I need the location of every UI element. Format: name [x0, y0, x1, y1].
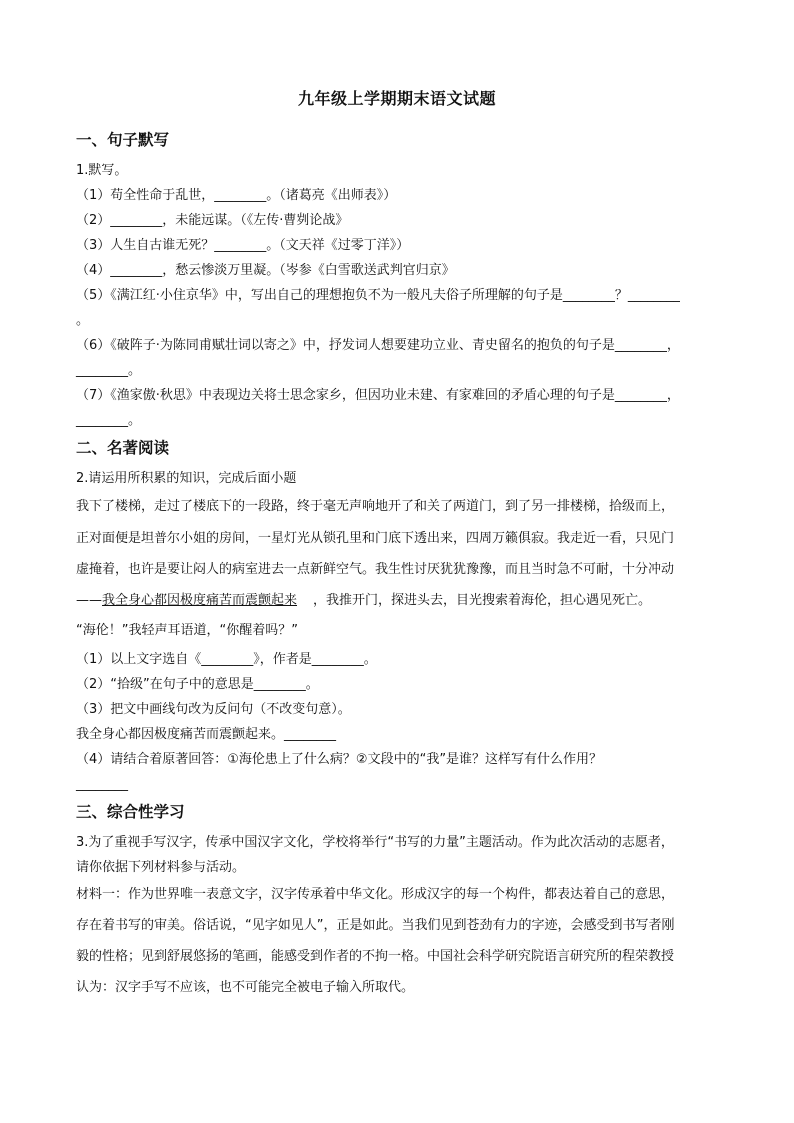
material-1-line-4: 认为：汉字手写不应该，也不可能完全被电子输入所取代。: [76, 980, 415, 995]
q2-item-1: （1）以上文字选自《________》，作者是________。: [76, 652, 377, 667]
dash: ——: [76, 593, 102, 608]
q2-item-2: （2）“拾级”在句子中的意思是________。: [76, 677, 319, 692]
q1-item-7-cont: ________。: [76, 413, 142, 428]
q1-item-6-cont: ________。: [76, 363, 142, 378]
q1-item-7: （7）《渔家傲·秋思》中表现边关将士思念家乡，但因功业未建、有家难回的矛盾心理的句子是________，: [76, 388, 680, 403]
q1-item-5: （5）《满江红·小住京华》中，写出自己的理想抱负不为一般凡夫俗子所理解的句子是________？________: [76, 288, 680, 303]
q2-item-3-sentence: 我全身心都因极度痛苦而震颤起来。________: [76, 727, 337, 742]
passage-line-2: 正对面便是坦普尔小姐的房间，一星灯光从锁孔里和门底下透出来，四周万籁俱寂。我走近一看，只见门: [76, 531, 675, 546]
material-1-line-3: 毅的性格；见到舒展悠扬的笔画，能感受到作者的不拘一格。中国社会科学研究院语言研究所的程荣教授: [76, 949, 675, 964]
section-heading-1: 一、句子默写: [76, 131, 170, 149]
passage-line-4: [76, 592, 651, 610]
section-heading-2: 二、名著阅读: [76, 439, 170, 457]
section-heading-3: 三、综合性学习: [76, 803, 185, 821]
material-1-line-2: 存在着书写的审美。俗话说，“见字如见人”，正是如此。当我们见到苍劲有力的字迹，会感受到书写者刚: [76, 918, 675, 933]
underlined-sentence: 我全身心都因极度痛苦而震颤起来: [102, 593, 298, 608]
q1-item-3: （3）人生自古谁无死？________。（文天祥《过零丁洋》）: [76, 238, 410, 253]
q2-item-3: （3）把文中画线句改为反问句（不改变句意）。: [76, 702, 351, 717]
question-1: 1.默写。: [76, 163, 128, 178]
passage-line-3: 虚掩着，也许是要让闷人的病室进去一点新鲜空气。我生性讨厌犹犹豫豫，而且当时急不可耐，十分冲动: [76, 562, 675, 577]
passage-line-5: “海伦！”我轻声耳语道，“你醒着吗？”: [76, 623, 298, 638]
passage-line-4-rest: ，我推开门，探进头去，目光搜索着海伦，担心遇见死亡。: [313, 593, 652, 608]
question-2: 2.请运用所积累的知识，完成后面小题: [76, 471, 297, 486]
question-3-line-1: 3.为了重视手写汉字，传承中国汉字文化，学校将举行“书写的力量”主题活动。作为此次活动的志愿者，: [76, 835, 674, 850]
q2-item-4-blank: ________: [76, 777, 128, 792]
q1-item-5-cont: 。: [76, 313, 90, 328]
q1-item-4: （4）________，愁云惨淡万里凝。（岑参《白雪歌送武判官归京》: [76, 263, 455, 278]
material-1-line-1: 材料一：作为世界唯一表意文字，汉字传承着中华文化。形成汉字的每一个构件，都表达着自己的意思，: [76, 887, 675, 902]
page-title: 九年级上学期期末语文试题: [297, 89, 496, 108]
q2-item-4: （4）请结合着原著回答：①海伦患上了什么病？②文段中的“我”是谁？这样写有什么作用？: [76, 752, 603, 767]
passage-line-1: 我下了楼梯，走过了楼底下的一段路，终于毫无声响地开了和关了两道门，到了另一排楼梯，拾级而上，: [76, 499, 675, 514]
q1-item-2: （2）________，未能远谋。（《左传·曹刿论战》: [76, 213, 349, 228]
q1-item-6: （6）《破阵子·为陈同甫赋壮词以寄之》中，抒发词人想要建功立业、青史留名的抱负的句子是________，: [76, 338, 680, 353]
question-3-line-2: 请你依据下列材料参与活动。: [76, 860, 246, 875]
q1-item-1: （1）苟全性命于乱世，________。（诸葛亮《出师表》）: [76, 188, 397, 203]
